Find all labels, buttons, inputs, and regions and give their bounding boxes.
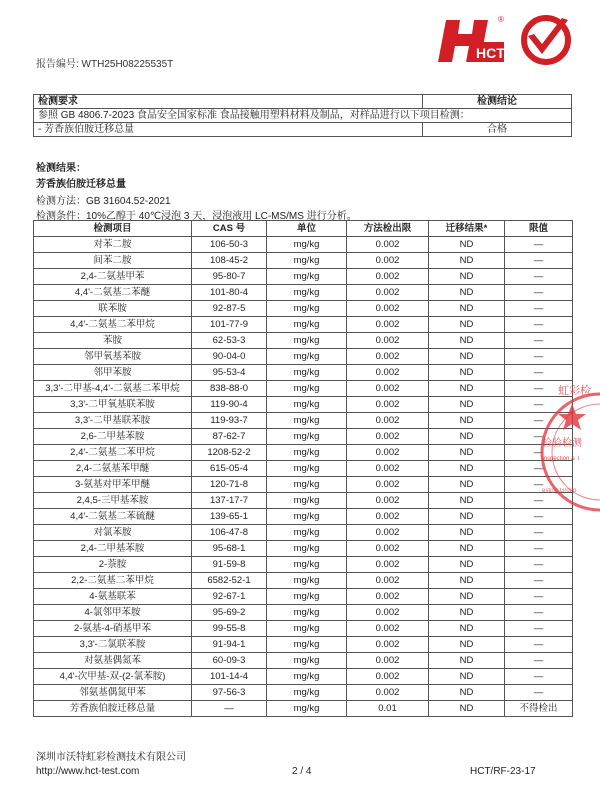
cell-item-name: 邻氨基偶氮甲苯	[34, 685, 192, 701]
stamp-text-top: 虹彩检	[558, 384, 591, 397]
table-row	[34, 381, 573, 397]
table-row	[34, 317, 573, 333]
cell-unit: mg/kg	[267, 701, 347, 717]
cell-unit: mg/kg	[267, 381, 347, 397]
cell-item-name: 对苯二胺	[34, 237, 192, 253]
cell-item-name: 芳香族伯胺迁移总量	[34, 701, 192, 717]
cell-cas-number: 95-53-4	[192, 365, 267, 381]
cell-cas-number: 106-47-8	[192, 525, 267, 541]
cell-cas-number: 91-94-1	[192, 637, 267, 653]
cell-limit-value: —	[505, 237, 573, 253]
cell-detection-limit: 0.002	[347, 237, 429, 253]
results-header-row	[34, 221, 573, 237]
requirement-description-row	[34, 109, 572, 123]
table-row	[34, 573, 573, 589]
cell-migration-result: ND	[429, 621, 505, 637]
cell-detection-limit: 0.002	[347, 381, 429, 397]
table-row	[34, 669, 573, 685]
cell-limit-value: —	[505, 349, 573, 365]
requirement-description: 参照 GB 4806.7-2023 食品安全国家标准 食品接触用塑料材料及制品，对样品进行以下项目检测：	[34, 109, 572, 123]
cell-item-name: 2,2-二氨基二苯甲烷	[34, 573, 192, 589]
requirement-table	[33, 94, 572, 137]
table-row	[34, 685, 573, 701]
table-row	[34, 349, 573, 365]
table-row	[34, 477, 573, 493]
cell-cas-number: 92-67-1	[192, 589, 267, 605]
cell-cas-number: 60-09-3	[192, 653, 267, 669]
cell-detection-limit: 0.002	[347, 573, 429, 589]
cell-limit-value: —	[505, 589, 573, 605]
cell-migration-result: ND	[429, 333, 505, 349]
cell-cas-number: —	[192, 701, 267, 717]
cell-unit: mg/kg	[267, 573, 347, 589]
cell-limit-value: —	[505, 413, 573, 429]
cell-item-name: 4,4'-二氨基二苯醚	[34, 285, 192, 301]
cell-unit: mg/kg	[267, 349, 347, 365]
cell-limit-value: —	[505, 253, 573, 269]
table-row	[34, 429, 573, 445]
cell-limit-value: —	[505, 509, 573, 525]
requirement-item: - 芳香族伯胺迁移总量	[34, 123, 423, 137]
cell-migration-result: ND	[429, 685, 505, 701]
cell-item-name: 4-氨基联苯	[34, 589, 192, 605]
cell-migration-result: ND	[429, 669, 505, 685]
table-row	[34, 621, 573, 637]
cell-unit: mg/kg	[267, 445, 347, 461]
cell-detection-limit: 0.002	[347, 397, 429, 413]
cell-item-name: 邻甲氧基苯胺	[34, 349, 192, 365]
table-row	[34, 493, 573, 509]
cell-limit-value: —	[505, 445, 573, 461]
stamp-text-en: Inspection & T	[542, 456, 581, 462]
cell-item-name: 间苯二胺	[34, 253, 192, 269]
table-row	[34, 253, 573, 269]
cell-unit: mg/kg	[267, 653, 347, 669]
cell-migration-result: ND	[429, 461, 505, 477]
table-row	[34, 413, 573, 429]
cell-item-name: 3,3'-二甲氧基联苯胺	[34, 397, 192, 413]
cell-limit-value: —	[505, 381, 573, 397]
cell-migration-result: ND	[429, 237, 505, 253]
inspection-stamp-icon	[540, 342, 600, 562]
column-header-item-name: 检测项目	[34, 221, 192, 237]
cell-unit: mg/kg	[267, 525, 347, 541]
cell-item-name: 3,3'-二氯联苯胺	[34, 637, 192, 653]
cell-item-name: 邻甲苯胺	[34, 365, 192, 381]
footer-website: http://www.hct-test.com	[36, 766, 140, 777]
cell-migration-result: ND	[429, 605, 505, 621]
footer-page-number: 2 / 4	[292, 766, 312, 777]
cell-migration-result: ND	[429, 253, 505, 269]
cell-unit: mg/kg	[267, 685, 347, 701]
cell-item-name: 2,4-二氨基甲苯	[34, 269, 192, 285]
table-row	[34, 557, 573, 573]
table-row	[34, 285, 573, 301]
cell-migration-result: ND	[429, 349, 505, 365]
cell-detection-limit: 0.002	[347, 333, 429, 349]
cell-unit: mg/kg	[267, 477, 347, 493]
cell-migration-result: ND	[429, 365, 505, 381]
cell-migration-result: ND	[429, 445, 505, 461]
table-row	[34, 509, 573, 525]
cell-migration-result: ND	[429, 541, 505, 557]
cell-unit: mg/kg	[267, 637, 347, 653]
cell-cas-number: 137-17-7	[192, 493, 267, 509]
cell-cas-number: 99-55-8	[192, 621, 267, 637]
cell-limit-value: —	[505, 397, 573, 413]
cell-detection-limit: 0.002	[347, 445, 429, 461]
cell-cas-number: 119-90-4	[192, 397, 267, 413]
cell-item-name: 2,4,5-三甲基苯胺	[34, 493, 192, 509]
cell-limit-value: —	[505, 621, 573, 637]
cell-detection-limit: 0.002	[347, 493, 429, 509]
cell-migration-result: ND	[429, 429, 505, 445]
cell-limit-value: —	[505, 269, 573, 285]
check-logo-icon	[518, 14, 574, 66]
cell-cas-number: 106-50-3	[192, 237, 267, 253]
cell-unit: mg/kg	[267, 413, 347, 429]
cell-detection-limit: 0.002	[347, 637, 429, 653]
column-header-migration-result: 迁移结果*	[429, 221, 505, 237]
hct-logo-icon	[436, 12, 506, 66]
table-row	[34, 333, 573, 349]
cell-unit: mg/kg	[267, 397, 347, 413]
cell-item-name: 对氨基偶氮苯	[34, 653, 192, 669]
cell-detection-limit: 0.002	[347, 365, 429, 381]
cell-limit-value: —	[505, 285, 573, 301]
cell-migration-result: ND	[429, 573, 505, 589]
cell-limit-value: —	[505, 333, 573, 349]
test-condition: 检测条件：10%乙醇于 40℃浸泡 3 天，浸泡液用 LC-MS/MS 进行分析。	[36, 211, 357, 222]
cell-migration-result: ND	[429, 397, 505, 413]
cell-unit: mg/kg	[267, 669, 347, 685]
cell-migration-result: ND	[429, 589, 505, 605]
cell-cas-number: 97-56-3	[192, 685, 267, 701]
cell-limit-value: —	[505, 301, 573, 317]
table-row	[34, 461, 573, 477]
logo-text: HCT	[476, 45, 505, 61]
cell-migration-result: ND	[429, 381, 505, 397]
cell-unit: mg/kg	[267, 301, 347, 317]
cell-limit-value: —	[505, 573, 573, 589]
cell-limit-value: —	[505, 637, 573, 653]
cell-limit-value: —	[505, 461, 573, 477]
cell-migration-result: ND	[429, 413, 505, 429]
cell-detection-limit: 0.002	[347, 525, 429, 541]
cell-cas-number: 139-65-1	[192, 509, 267, 525]
cell-cas-number: 91-59-8	[192, 557, 267, 573]
cell-detection-limit: 0.002	[347, 301, 429, 317]
table-row	[34, 701, 573, 717]
cell-cas-number: 101-80-4	[192, 285, 267, 301]
cell-item-name: 2,4-二氨基苯甲醚	[34, 461, 192, 477]
cell-limit-value: 不得检出	[505, 701, 573, 717]
table-row	[34, 365, 573, 381]
stamp-text-mid: 检验检测	[542, 438, 582, 449]
requirement-item-row	[34, 123, 572, 137]
table-row	[34, 397, 573, 413]
cell-limit-value: —	[505, 365, 573, 381]
cell-migration-result: ND	[429, 557, 505, 573]
cell-cas-number: 95-80-7	[192, 269, 267, 285]
cell-detection-limit: 0.002	[347, 461, 429, 477]
cell-detection-limit: 0.002	[347, 349, 429, 365]
cell-detection-limit: 0.002	[347, 653, 429, 669]
cell-detection-limit: 0.002	[347, 317, 429, 333]
cell-detection-limit: 0.002	[347, 669, 429, 685]
table-row	[34, 653, 573, 669]
cell-item-name: 2-氨基-4-硝基甲苯	[34, 621, 192, 637]
cell-cas-number: 119-93-7	[192, 413, 267, 429]
cell-unit: mg/kg	[267, 621, 347, 637]
cell-limit-value: —	[505, 525, 573, 541]
table-row	[34, 589, 573, 605]
cell-item-name: 3,3'-二甲基联苯胺	[34, 413, 192, 429]
cell-cas-number: 87-62-7	[192, 429, 267, 445]
cell-unit: mg/kg	[267, 269, 347, 285]
cell-unit: mg/kg	[267, 285, 347, 301]
cell-detection-limit: 0.002	[347, 269, 429, 285]
cell-detection-limit: 0.002	[347, 685, 429, 701]
column-header-limit-value: 限值	[505, 221, 573, 237]
requirement-header: 检测要求	[34, 95, 423, 109]
footer-company: 深圳市沃特虹彩检测技术有限公司	[36, 752, 186, 763]
column-header-detection-limit: 方法检出限	[347, 221, 429, 237]
cell-cas-number: 108-45-2	[192, 253, 267, 269]
cell-migration-result: ND	[429, 477, 505, 493]
test-method: 检测方法：GB 31604.52-2021	[36, 196, 171, 207]
cell-migration-result: ND	[429, 653, 505, 669]
cell-cas-number: 838-88-0	[192, 381, 267, 397]
cell-limit-value: —	[505, 557, 573, 573]
table-row	[34, 637, 573, 653]
cell-cas-number: 1208-52-2	[192, 445, 267, 461]
cell-cas-number: 92-87-5	[192, 301, 267, 317]
cell-migration-result: ND	[429, 317, 505, 333]
cell-item-name: 2-萘胺	[34, 557, 192, 573]
cell-limit-value: —	[505, 653, 573, 669]
cell-item-name: 联苯胺	[34, 301, 192, 317]
stamp-text-en2: esting Group	[542, 488, 577, 494]
cell-detection-limit: 0.002	[347, 509, 429, 525]
cell-migration-result: ND	[429, 525, 505, 541]
cell-cas-number: 615-05-4	[192, 461, 267, 477]
cell-detection-limit: 0.002	[347, 413, 429, 429]
cell-limit-value: —	[505, 493, 573, 509]
cell-migration-result: ND	[429, 701, 505, 717]
cell-item-name: 3,3'-二甲基-4,4'-二氨基二苯甲烷	[34, 381, 192, 397]
cell-unit: mg/kg	[267, 365, 347, 381]
table-row	[34, 541, 573, 557]
cell-detection-limit: 0.002	[347, 589, 429, 605]
requirement-header-row	[34, 95, 572, 109]
conclusion-header: 检测结论	[423, 95, 572, 109]
table-row	[34, 301, 573, 317]
cell-unit: mg/kg	[267, 429, 347, 445]
cell-item-name: 对氯苯胺	[34, 525, 192, 541]
report-number: 报告编号: WTH25H08225535T	[36, 59, 174, 70]
cell-detection-limit: 0.002	[347, 285, 429, 301]
footer-form-code: HCT/RF-23-17	[470, 766, 536, 777]
cell-cas-number: 120-71-8	[192, 477, 267, 493]
cell-cas-number: 101-77-9	[192, 317, 267, 333]
table-row	[34, 605, 573, 621]
requirement-conclusion: 合格	[423, 123, 572, 137]
cell-item-name: 4-氯邻甲苯胺	[34, 605, 192, 621]
table-row	[34, 237, 573, 253]
logo-registered-mark: ®	[498, 15, 504, 24]
cell-limit-value: —	[505, 605, 573, 621]
cell-limit-value: —	[505, 685, 573, 701]
cell-unit: mg/kg	[267, 509, 347, 525]
cell-unit: mg/kg	[267, 333, 347, 349]
cell-item-name: 苯胺	[34, 333, 192, 349]
cell-detection-limit: 0.002	[347, 253, 429, 269]
cell-detection-limit: 0.002	[347, 429, 429, 445]
cell-detection-limit: 0.002	[347, 541, 429, 557]
results-title: 检测结果：	[36, 163, 86, 174]
cell-item-name: 2,4'-二氨基二苯甲烷	[34, 445, 192, 461]
cell-migration-result: ND	[429, 493, 505, 509]
cell-item-name: 4,4'-次甲基-双-(2-氯苯胺)	[34, 669, 192, 685]
cell-migration-result: ND	[429, 301, 505, 317]
cell-migration-result: ND	[429, 285, 505, 301]
cell-limit-value: —	[505, 669, 573, 685]
cell-unit: mg/kg	[267, 541, 347, 557]
cell-unit: mg/kg	[267, 557, 347, 573]
cell-item-name: 2,4-二甲基苯胺	[34, 541, 192, 557]
cell-cas-number: 62-53-3	[192, 333, 267, 349]
table-row	[34, 445, 573, 461]
cell-unit: mg/kg	[267, 253, 347, 269]
cell-detection-limit: 0.002	[347, 557, 429, 573]
table-row	[34, 269, 573, 285]
column-header-cas-number: CAS 号	[192, 221, 267, 237]
results-subtitle: 芳香族伯胺迁移总量	[36, 179, 126, 190]
cell-unit: mg/kg	[267, 317, 347, 333]
cell-cas-number: 95-69-2	[192, 605, 267, 621]
cell-cas-number: 101-14-4	[192, 669, 267, 685]
cell-item-name: 3-氨基对甲苯甲醚	[34, 477, 192, 493]
cell-migration-result: ND	[429, 509, 505, 525]
cell-detection-limit: 0.002	[347, 605, 429, 621]
cell-unit: mg/kg	[267, 237, 347, 253]
column-header-unit: 单位	[267, 221, 347, 237]
cell-cas-number: 90-04-0	[192, 349, 267, 365]
cell-limit-value: —	[505, 477, 573, 493]
cell-detection-limit: 0.01	[347, 701, 429, 717]
cell-migration-result: ND	[429, 269, 505, 285]
cell-limit-value: —	[505, 429, 573, 445]
cell-item-name: 2,6-二甲基苯胺	[34, 429, 192, 445]
cell-detection-limit: 0.002	[347, 477, 429, 493]
table-row	[34, 525, 573, 541]
cell-cas-number: 95-68-1	[192, 541, 267, 557]
cell-cas-number: 6582-52-1	[192, 573, 267, 589]
cell-migration-result: ND	[429, 637, 505, 653]
results-table	[33, 220, 573, 717]
cell-item-name: 4,4'-二氨基二苯甲烷	[34, 317, 192, 333]
cell-unit: mg/kg	[267, 589, 347, 605]
cell-limit-value: —	[505, 541, 573, 557]
cell-detection-limit: 0.002	[347, 621, 429, 637]
cell-limit-value: —	[505, 317, 573, 333]
results-body	[34, 237, 573, 717]
cell-unit: mg/kg	[267, 461, 347, 477]
cell-unit: mg/kg	[267, 605, 347, 621]
cell-item-name: 4,4'-二氨基二苯硫醚	[34, 509, 192, 525]
cell-unit: mg/kg	[267, 493, 347, 509]
